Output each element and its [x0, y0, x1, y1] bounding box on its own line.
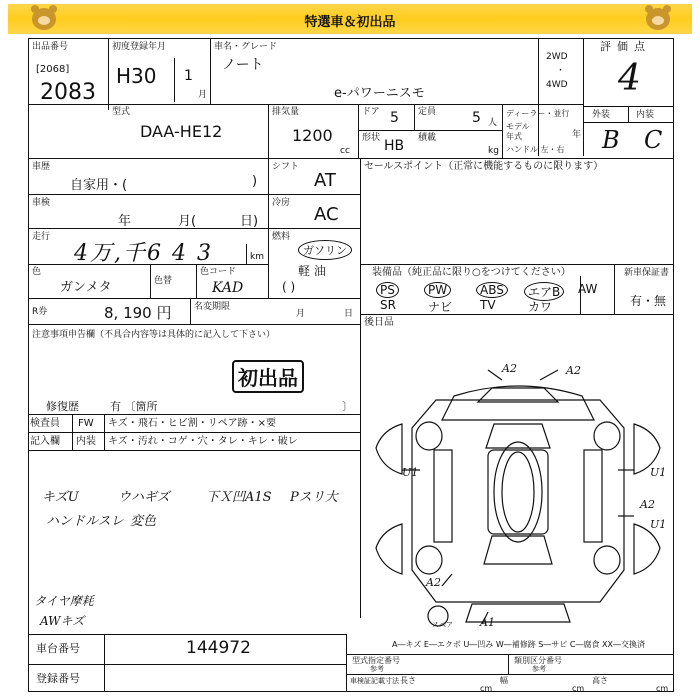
- notes-label: 注意事項申告欄（不具合内容等は具体的に記入して下さい）: [32, 330, 276, 340]
- equipment-item: PW: [424, 282, 451, 298]
- equipment-item: PS: [376, 282, 399, 298]
- handwritten-note-1c: 下Ｘ凹A1S: [206, 490, 272, 505]
- equipment-item: ナビ: [428, 300, 453, 314]
- handwritten-note-2a: ハンドルスレ: [46, 514, 124, 529]
- fw-label: FW: [78, 418, 94, 429]
- recycle-value: 8, 190 円: [104, 304, 172, 322]
- damage-mark: A1: [480, 616, 495, 629]
- designation-ref: 参考: [370, 665, 384, 673]
- capacity-label: 定員: [418, 107, 437, 117]
- length-unit: cm: [480, 684, 493, 693]
- category-ref: 参考: [532, 665, 546, 673]
- car-name-label: 車名・グレード: [214, 42, 278, 52]
- color-code-value: KAD: [212, 280, 244, 296]
- damage-mark: U1: [650, 518, 667, 531]
- history-close: ): [252, 174, 258, 189]
- equipment-item: TV: [480, 298, 496, 312]
- capacity-unit: 人: [488, 118, 498, 128]
- car-damage-diagram: [362, 340, 674, 630]
- load-label: 積載: [418, 133, 437, 143]
- damage-mark: A2: [640, 498, 655, 511]
- equipment-item: AW: [578, 282, 598, 296]
- chassis-number: 144972: [186, 638, 251, 658]
- first-listing-stamp: 初出品: [232, 360, 304, 393]
- displacement-unit: cc: [340, 146, 350, 156]
- color-code-label: 色コード: [200, 267, 237, 277]
- handwritten-note-3: タイヤ摩耗: [34, 594, 94, 608]
- fw-options: キズ・飛石・ヒビ割・リペア跡・×要: [108, 418, 276, 429]
- handwritten-note-4: AWキズ: [40, 614, 85, 628]
- repair-label: 修復歴: [46, 400, 79, 413]
- lot-number-label: 出品番号: [32, 42, 69, 52]
- designation-number-label: 型式指定番号: [352, 656, 400, 665]
- chassis-number-label: 車台番号: [36, 642, 80, 655]
- shift-value: AT: [314, 170, 336, 191]
- equipment-item: ABS: [476, 282, 508, 298]
- damage-legend: A―キズ E―エクボ U―凹み W―補修跡 S―サビ C―腐食 XX―交換済: [392, 640, 646, 649]
- fuel-label: 燃料: [272, 232, 291, 242]
- equipment-label: 装備品（純正品に限り○をつけてください）: [372, 267, 571, 278]
- shaken-month: 月(: [178, 214, 197, 229]
- grade: e-パワーニスモ: [334, 86, 425, 101]
- sales-point-label: セールスポイント（正常に機能するものに限ります）: [364, 161, 604, 172]
- length-label: 長さ: [400, 676, 416, 685]
- height-unit: cm: [656, 684, 669, 693]
- category-number-label: 類別区分番号: [514, 656, 562, 665]
- exterior-grade: B: [602, 126, 620, 154]
- shape-label: 形状: [362, 133, 381, 143]
- car-name: ノート: [222, 57, 264, 73]
- load-unit: kg: [488, 146, 499, 156]
- color-label: 色: [32, 267, 42, 277]
- inspector-label: 検査員: [30, 418, 60, 429]
- handwritten-note-1d: Pスリ大: [290, 490, 338, 505]
- width-label: 幅: [500, 676, 508, 685]
- mileage-label: 走行: [32, 232, 51, 242]
- size-label: 車検証記載寸法: [350, 677, 399, 685]
- registration-month: 1: [184, 68, 193, 84]
- damage-mark: A2: [566, 364, 581, 377]
- damage-mark: A2: [502, 362, 517, 375]
- registration-number-label: 登録番号: [36, 672, 80, 685]
- name-change-month: 月: [296, 309, 306, 319]
- fuel-alt: 軽 油: [298, 264, 326, 278]
- repair-value: 有 〔箇所: [110, 400, 158, 413]
- month-unit: 月: [198, 90, 208, 100]
- mileage-value: 4万,千6 4 3: [74, 241, 213, 266]
- first-registration-label: 初度登録年月: [112, 42, 167, 52]
- fuel-value-circled: ガソリン: [298, 240, 352, 260]
- width-unit: cm: [572, 684, 585, 693]
- spare-tire-label: スペア: [432, 621, 453, 629]
- dealer-label: ディーラー・並行: [506, 109, 570, 118]
- damage-mark: U1: [650, 466, 667, 479]
- interior-grade: C: [644, 126, 663, 154]
- shaken-year: 年: [118, 214, 132, 229]
- fuel-paren: ( ): [282, 280, 296, 294]
- color-value: ガンメタ: [60, 280, 112, 295]
- score-label: 評価点: [600, 40, 651, 53]
- damage-mark: A2: [426, 576, 441, 589]
- shape-value: HB: [384, 138, 405, 154]
- bear-mascot-icon: [646, 8, 670, 30]
- displacement-value: 1200: [292, 126, 333, 145]
- drive-2wd: 2WD: [546, 52, 568, 62]
- handwritten-note-1b: ウハギズ: [118, 490, 170, 505]
- equipment-item: SR: [380, 298, 396, 312]
- year-unit: 年: [572, 130, 582, 140]
- drive-dot: ・: [556, 66, 566, 76]
- damage-mark: U1: [402, 466, 419, 479]
- page-title: 特選車＆初出品: [304, 15, 396, 30]
- score-value: 4: [618, 58, 641, 99]
- ac-value: AC: [314, 204, 339, 225]
- height-label: 高さ: [592, 676, 608, 685]
- color-change-label: 色替: [154, 276, 173, 286]
- handwritten-note-2b: 変色: [130, 514, 157, 529]
- lot-sub-number: [2068]: [36, 64, 70, 75]
- displacement-label: 排気量: [272, 107, 300, 117]
- exterior-label: 外装: [592, 110, 611, 120]
- handwritten-note-1a: キズU: [42, 490, 79, 505]
- shaken-label: 車検: [32, 198, 51, 208]
- registration-year: H30: [116, 64, 157, 88]
- recycle-label: R券: [32, 307, 48, 317]
- shaken-day: 日): [240, 214, 259, 229]
- warranty-value: 有・無: [630, 294, 667, 308]
- ac-label: 冷房: [272, 198, 291, 208]
- shift-label: シフト: [272, 162, 300, 172]
- repair-close: 〕: [342, 400, 353, 413]
- header-banner: [8, 4, 692, 34]
- handle-label: ハンドル 左・右: [506, 145, 565, 154]
- name-change-label: 名変期限: [194, 302, 231, 312]
- equipment-item: エアB: [524, 282, 564, 301]
- model-year-label: モデル年式: [506, 122, 530, 141]
- history-label: 車歴: [32, 162, 51, 172]
- door-label: ドア: [362, 107, 380, 117]
- rear-items-label: 後日品: [364, 317, 394, 328]
- model-code: DAA-HE12: [140, 122, 223, 141]
- door-value: 5: [390, 110, 399, 126]
- name-change-day: 日: [344, 309, 354, 319]
- interior-row-label: 内装: [76, 436, 96, 447]
- warranty-label: 新車保証書: [624, 268, 670, 278]
- interior-options: キズ・汚れ・コゲ・穴・タレ・キレ・破レ: [108, 436, 298, 447]
- mileage-unit: km: [250, 252, 264, 262]
- interior-label: 内装: [636, 110, 655, 120]
- lot-number: 2083: [40, 80, 96, 105]
- history-value: 自家用・(: [70, 178, 128, 193]
- capacity-value: 5: [472, 110, 481, 126]
- equipment-item: カワ: [528, 300, 553, 314]
- drive-4wd: 4WD: [546, 80, 568, 90]
- model-label: 型式: [112, 107, 131, 117]
- inspector-entry-label: 記入欄: [30, 436, 60, 447]
